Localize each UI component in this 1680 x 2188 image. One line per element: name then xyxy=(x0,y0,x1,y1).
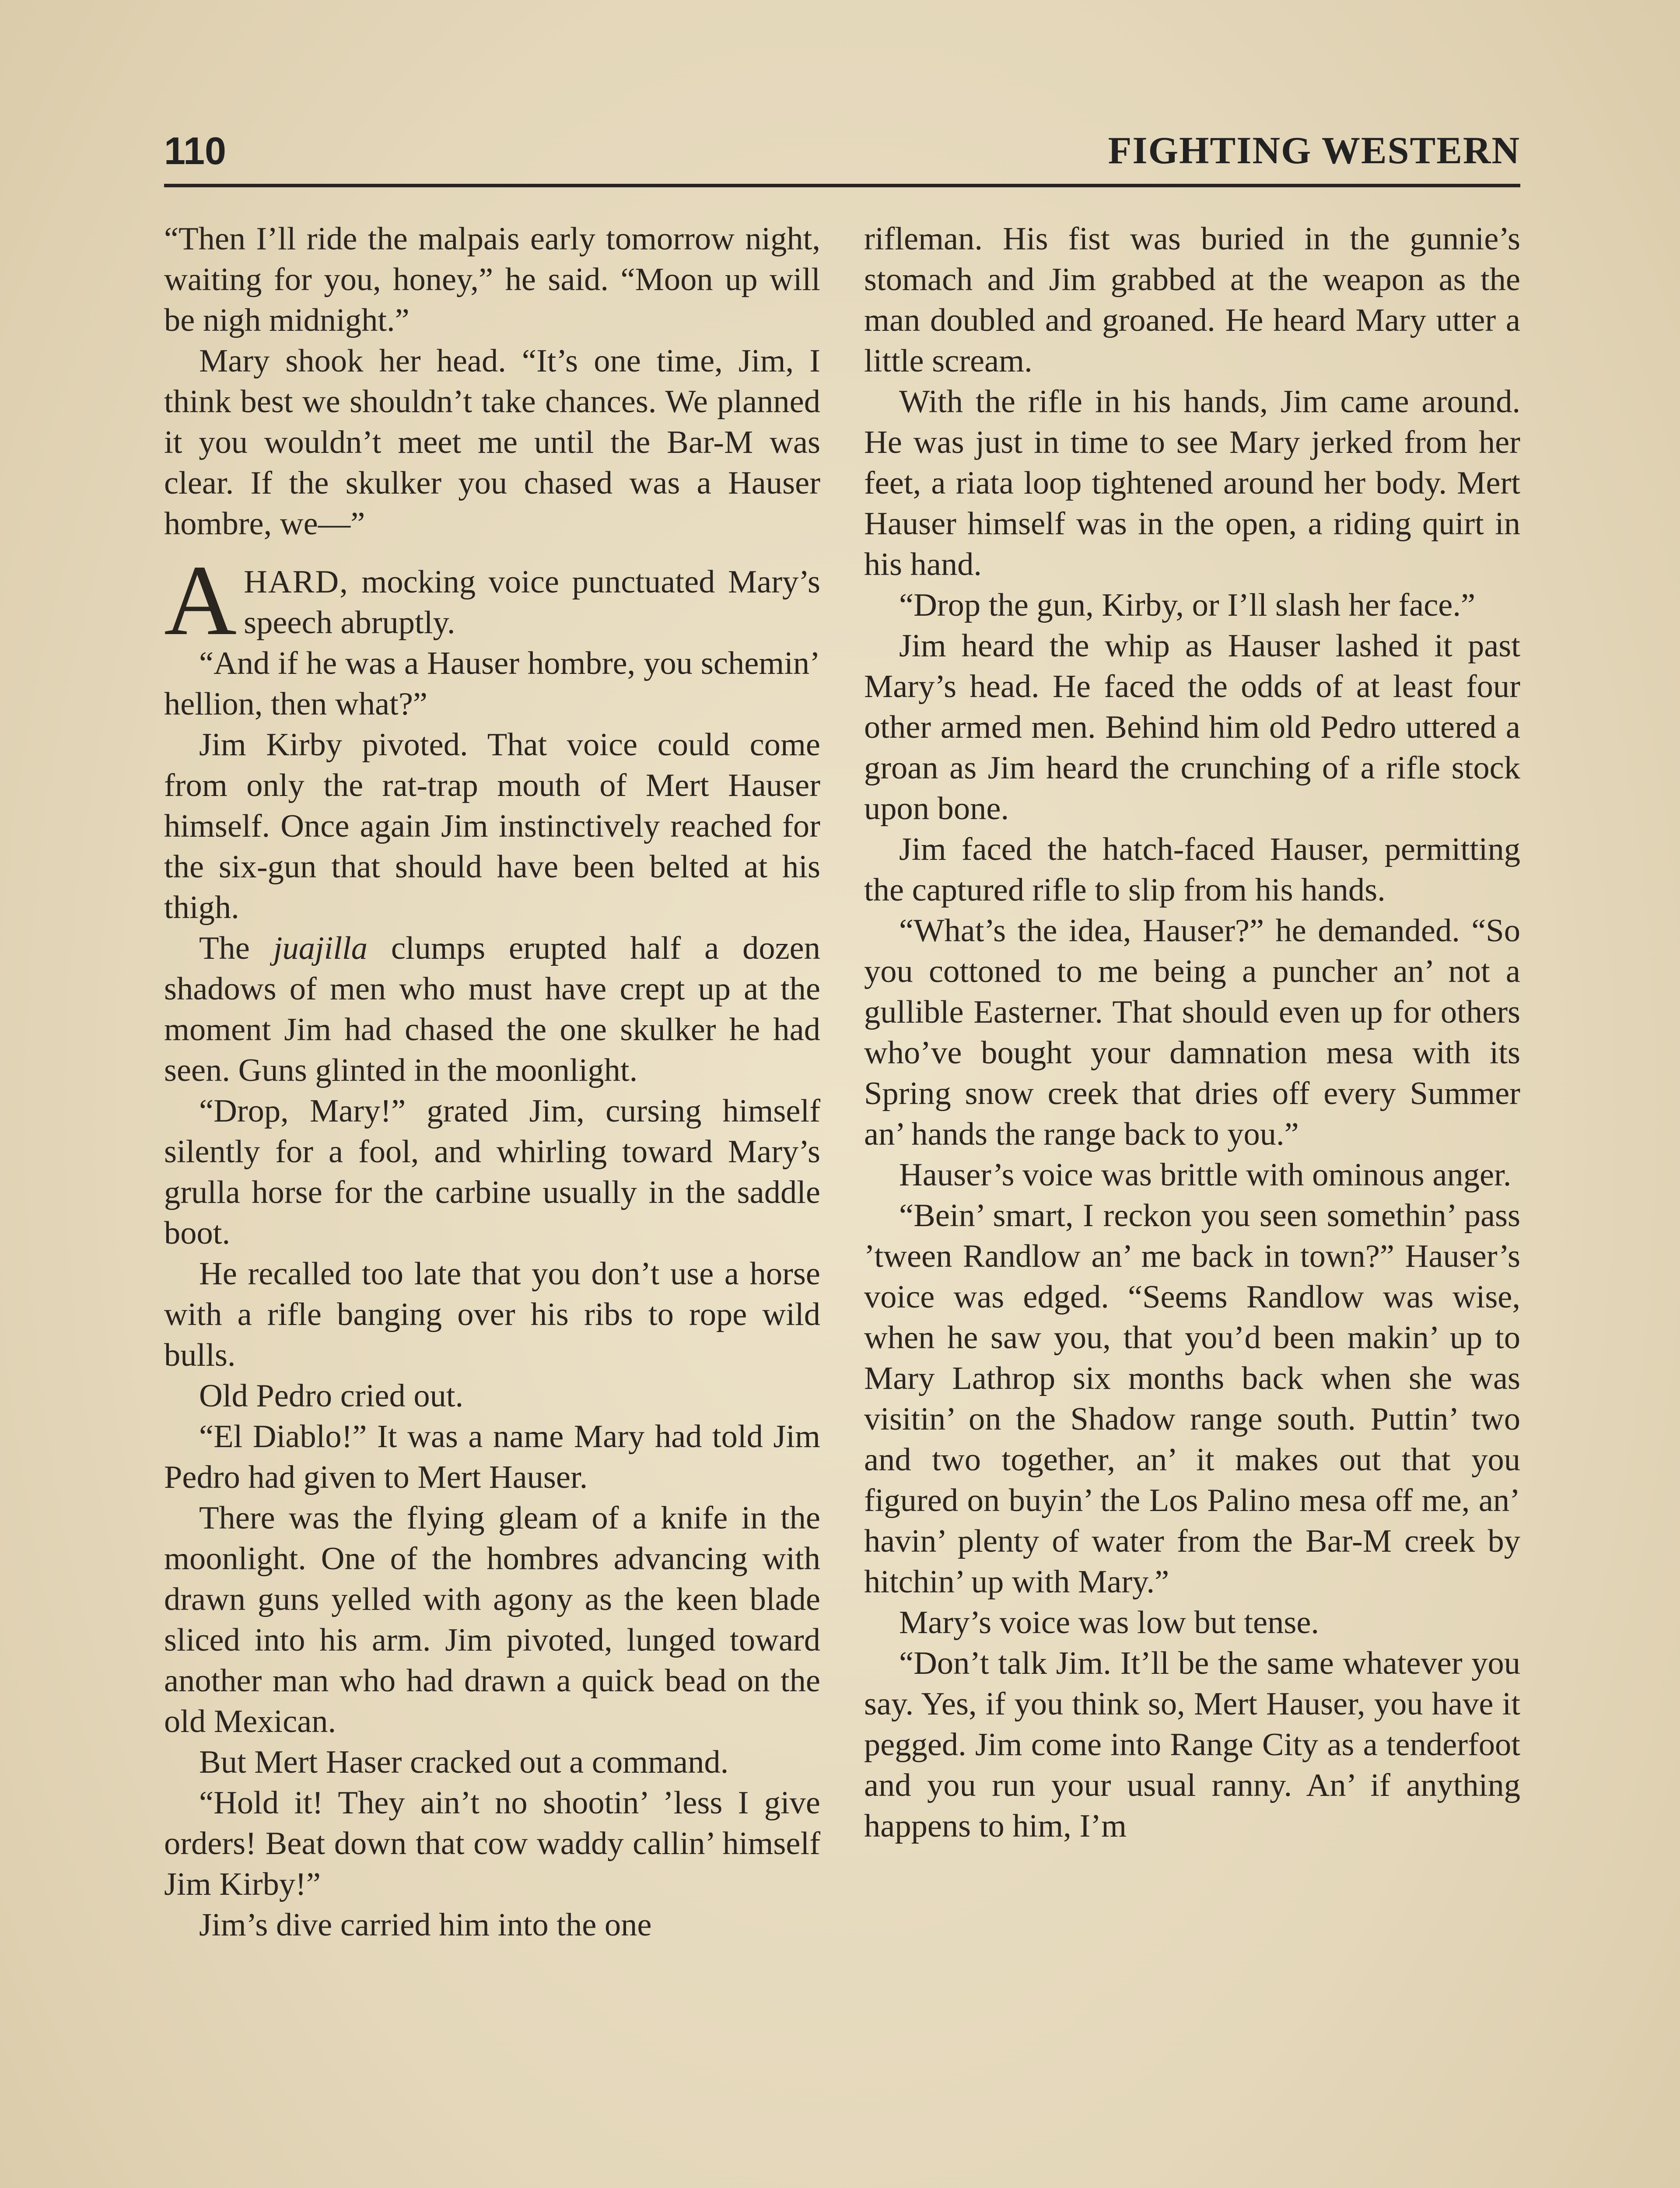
paragraph: “El Diablo!” It was a name Mary had told Jim Pedro had given to Mert Hauser. xyxy=(164,1419,820,1495)
italic-word: juajilla xyxy=(273,930,368,966)
paragraph: Mary’s voice was low but tense. xyxy=(899,1605,1320,1641)
paragraph-text: mocking voice punctuated Mary’s speech abruptly. xyxy=(244,564,820,641)
page-number: 110 xyxy=(164,129,226,172)
paragraph: “Bein’ smart, I reckon you seen somethin’ pass ’tween Randlow an’ me back in town?” Hauser’s voice was edged. “Seems Randlow was wise, when he saw you, that you’d been makin’ up to Mary Lathrop six months back when she was visitin’ on the Shadow range south. Puttin’ two and two together, an’ it makes out that you figured on buyin’ the Los Palino mesa off me, an’ havin’ plenty of water from the Bar-M creek by hitchin’ up with Mary.” xyxy=(864,1198,1520,1600)
left-column xyxy=(164,219,820,1946)
paragraph: Jim Kirby pivoted. That voice could come from only the rat-trap mouth of Mert Hauser himself. Once again Jim instinctively reached for the six-gun that should have been belted at his thigh. xyxy=(164,727,820,926)
dropcap-paragraph xyxy=(164,544,820,656)
paragraph: “Drop the gun, Kirby, or I’ll slash her face.” xyxy=(899,587,1476,623)
paragraph: With the rifle in his hands, Jim came around. He was just in time to see Mary jerked from her feet, a riata loop tightened around her body. Mert Hauser himself was in the open, a riding quirt in his hand. xyxy=(864,384,1520,582)
paragraph: Jim’s dive carried him into the one xyxy=(199,1907,652,1943)
paragraph xyxy=(164,928,820,1091)
small-caps-lead: HARD, xyxy=(244,564,349,600)
paragraph: Mary shook her head. “It’s one time, Jim, I think best we shouldn’t take chances. We planned it you wouldn’t meet me until the Bar-M was clear. If the skulker you chased was a Hauser hombre, we—” xyxy=(164,343,820,542)
paragraph: But Mert Haser cracked out a command. xyxy=(199,1744,729,1780)
page-header xyxy=(164,127,1520,184)
paragraph: rifleman. His fist was buried in the gunnie’s stomach and Jim grabbed at the weapon as the man doubled and groaned. He heard Mary utter a little scream. xyxy=(864,221,1520,379)
header-rule xyxy=(164,184,1520,187)
paragraph: Jim faced the hatch-faced Hauser, permitting the captured rifle to slip from his hands. xyxy=(864,831,1520,908)
running-title: FIGHTING WESTERN xyxy=(1108,130,1520,172)
paragraph: He recalled too late that you don’t use a horse with a rifle banging over his ribs to rope wild bulls. xyxy=(164,1256,820,1373)
paragraph: “Then I’ll ride the malpais early tomorrow night, waiting for you, honey,” he said. “Moon up will be nigh midnight.” xyxy=(164,221,820,338)
paragraph-text: clumps erupted half a dozen shadows of men who must have crept up at the moment Jim had chased the one skulker he had seen. Guns glinted in the moonlight. xyxy=(164,930,820,1088)
paragraph: “Hold it! They ain’t no shootin’ ’less I give orders! Beat down that cow waddy callin’ himself Jim Kirby!” xyxy=(164,1785,820,1902)
paragraph: Old Pedro cried out. xyxy=(199,1378,464,1414)
paragraph: There was the flying gleam of a knife in the moonlight. One of the hombres advancing with drawn guns yelled with agony as the keen blade sliced into his arm. Jim pivoted, lunged toward another man who had drawn a quick bead on the old Mexican. xyxy=(164,1500,820,1739)
paragraph: “What’s the idea, Hauser?” he demanded. “So you cottoned to me being a puncher an’ not a gullible Easterner. That should even up for others who’ve bought your damnation mesa with its Spring snow creek that dries off every Summer an’ hands the range back to you.” xyxy=(864,913,1520,1152)
paragraph: “Drop, Mary!” grated Jim, cursing himself silently for a fool, and whirling toward Mary’s grulla horse for the carbine usually in the saddle boot. xyxy=(164,1093,820,1251)
paragraph: Hauser’s voice was brittle with ominous anger. xyxy=(899,1157,1512,1193)
paragraph: “Don’t talk Jim. It’ll be the same whatever you say. Yes, if you think so, Mert Hauser, you have it pegged. Jim come into Range City as a tenderfoot and you run your usual ranny. An’ if anything happens to him, I’m xyxy=(864,1645,1520,1844)
drop-cap-letter: A xyxy=(164,544,237,656)
paragraph: “And if he was a Hauser hombre, you schemin’ hellion, then what?” xyxy=(164,645,820,722)
right-column xyxy=(864,219,1520,1847)
paragraph: Jim heard the whip as Hauser lashed it past Mary’s head. He faced the odds of at least four other armed men. Behind him old Pedro uttered a groan as Jim heard the crunching of a rifle stock upon bone. xyxy=(864,628,1520,827)
paragraph-text: The xyxy=(199,930,273,966)
